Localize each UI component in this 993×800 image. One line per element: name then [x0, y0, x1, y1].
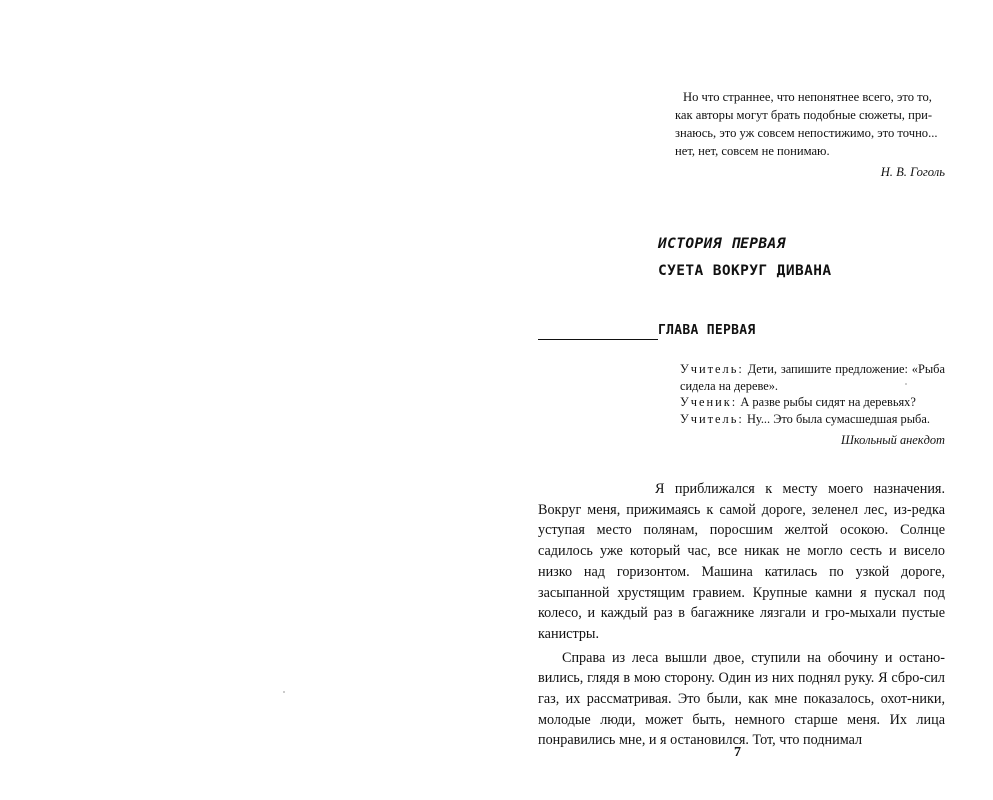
dialogue-text: Дети, запишите предложение: «Рыба сидела на дереве». [680, 362, 945, 393]
epigraph-line: нет, нет, совсем не понимаю. [675, 144, 830, 158]
chapter-title: ГЛАВА ПЕРВАЯ [658, 323, 756, 338]
dialogue-line [680, 394, 945, 411]
body-paragraph: Я приближался к месту моего назначения. Вокруг меня, прижимаясь к самой дороге, зеленел лес, из-редка уступая место полянам, поросшим желтой осокою. Солнце садилось уже который час, все никак не могло сесть и висело низко над горизонтом. Машина катилась по узкой дороге, засыпанной хрустящим гравием. Крупные камни я пускал под колесо, и каждый раз в багажнике лязгали и гро-мыхали пустые канистры. [538, 481, 945, 642]
epigraph [675, 88, 945, 181]
chapter-rule [538, 339, 658, 340]
body-text [538, 479, 945, 751]
story-title: ИСТОРИЯ ПЕРВАЯ [658, 236, 786, 252]
dialogue-text: А разве рыбы сидят на деревьях? [740, 395, 916, 410]
anecdote-epigraph [680, 361, 945, 449]
story-subtitle: СУЕТА ВОКРУГ ДИВАНА [658, 263, 832, 279]
speaker-label: Учитель: [680, 362, 744, 376]
speaker-label: Учитель: [680, 411, 744, 426]
page-number: 7 [734, 745, 741, 760]
epigraph-line: как авторы могут брать подобные сюжеты, при- [675, 108, 933, 122]
epigraph-line: знаюсь, это уж совсем непостижимо, это точно... [675, 126, 938, 140]
epigraph-author: Н. В. Гоголь [880, 165, 945, 179]
dialogue-text: Ну... Это была сумасшедшая рыба. [746, 411, 930, 426]
dialogue-line [680, 411, 945, 428]
dialogue-line [680, 361, 945, 394]
body-paragraph: Справа из леса вышли двое, ступили на обочину и остано-вились, глядя в мою сторону. Один из них поднял руку. Я сбро-сил газ, их рассматривая. Это были, как мне показалось, охот-ники, молодые люди, может быть, немного старше меня. Их лица понравились мне, и я остановился. Тот, что поднимал [538, 649, 945, 749]
speaker-label: Ученик: [680, 395, 738, 410]
epigraph-line: Но что страннее, что непонятнее всего, это то, [683, 90, 932, 104]
anecdote-source: Школьный анекдот [840, 433, 945, 448]
paper-speck [283, 691, 285, 693]
